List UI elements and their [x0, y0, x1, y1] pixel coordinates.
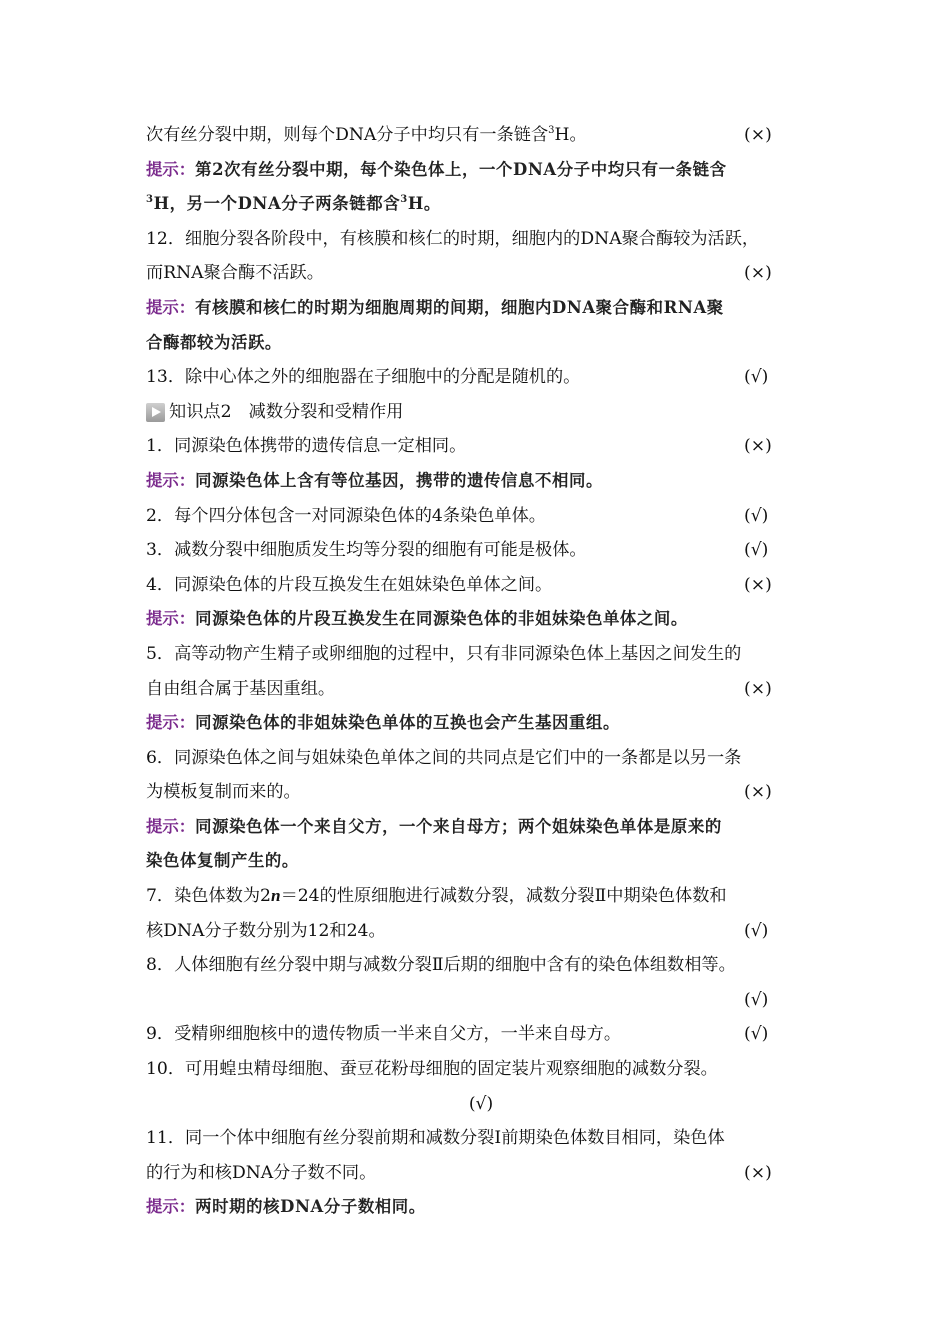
- answer-mark: (√): [744, 540, 769, 561]
- statement-8: [146, 983, 816, 1018]
- statement-3: 3．减数分裂中细胞质发生均等分裂的细胞有可能是极体。 (√): [146, 533, 816, 568]
- hint-label: 提示：: [146, 609, 196, 629]
- hint-line: $^3$H，另一个DNA分子两条链都含$^3$H。: [146, 194, 441, 214]
- document-page: [146, 118, 816, 1225]
- statement-4: 4．同源染色体的片段互换发生在姐妹染色单体之间。 (×): [146, 568, 816, 603]
- answer-mark: (×): [744, 678, 772, 699]
- question-12: 12．细胞分裂各阶段中，有核膜和核仁的时期，细胞内的DNA聚合酶较为活跃，: [146, 228, 760, 249]
- hint-label: 提示：: [146, 713, 196, 733]
- statement-11: 的行为和核DNA分子数不同。 (×): [146, 1156, 816, 1191]
- answer-mark: (√): [744, 367, 769, 388]
- q11-continuation: 次有丝分裂中期，则每个DNA分子中均只有一条链含$^3$H。 (×): [146, 118, 816, 153]
- hint-label: 提示：: [146, 159, 196, 179]
- hint-label: 提示：: [146, 470, 196, 490]
- answer-mark: (×): [744, 125, 772, 145]
- answer-mark: (×): [744, 263, 772, 284]
- statement-1: 1．同源染色体携带的遗传信息一定相同。 (×): [146, 429, 816, 464]
- play-icon: [146, 403, 165, 422]
- hint-label: 提示：: [146, 816, 196, 836]
- hint-line: 提示：有核膜和核仁的时期为细胞周期的间期，细胞内DNA聚合酶和RNA聚: [146, 297, 724, 317]
- statement-10: 10．可用蝗虫精母细胞、蚕豆花粉母细胞的固定装片观察细胞的减数分裂。: [146, 1059, 718, 1080]
- statement-11: 11．同一个体中细胞有丝分裂前期和减数分裂Ⅰ前期染色体数目相同，染色体: [146, 1128, 725, 1149]
- statement-8: 8．人体细胞有丝分裂中期与减数分裂Ⅱ后期的细胞中含有的染色体组数相等。: [146, 955, 736, 976]
- answer-mark: (√): [744, 920, 769, 941]
- statement-5: 5．高等动物产生精子或卵细胞的过程中，只有非同源染色体上基因之间发生的: [146, 643, 742, 664]
- hint-line: 合酶都较为活跃。: [146, 332, 282, 352]
- statement-10: [146, 1087, 816, 1122]
- statement-6: 6．同源染色体之间与姐妹染色单体之间的共同点是它们中的一条都是以另一条: [146, 747, 742, 768]
- hint-line: 提示：两时期的核DNA分子数相同。: [146, 1197, 426, 1217]
- hint-line: 提示：同源染色体上含有等位基因，携带的遗传信息不相同。: [146, 470, 603, 490]
- hint-label: 提示：: [146, 1197, 196, 1217]
- answer-mark: (×): [744, 574, 772, 595]
- answer-mark: (√): [744, 989, 769, 1010]
- hint-line: 提示：同源染色体的片段互换发生在同源染色体的非姐妹染色单体之间。: [146, 609, 688, 629]
- answer-mark: (√): [744, 505, 769, 526]
- section-heading: 知识点2 减数分裂和受精作用: [146, 395, 816, 430]
- statement-6: 为模板复制而来的。 (×): [146, 775, 816, 810]
- statement-7: 核DNA分子数分别为12和24。 (√): [146, 914, 816, 949]
- hint-label: 提示：: [146, 297, 196, 317]
- answer-mark: (×): [744, 436, 772, 457]
- hint-line: 提示：同源染色体的非姐妹染色单体的互换也会产生基因重组。: [146, 713, 620, 733]
- answer-mark: (√): [744, 1024, 769, 1045]
- hint-line: 提示：同源染色体一个来自父方，一个来自母方；两个姐妹染色单体是原来的: [146, 816, 722, 836]
- question-13: 13．除中心体之外的细胞器在子细胞中的分配是随机的。 (√): [146, 360, 816, 395]
- statement-5: 自由组合属于基因重组。 (×): [146, 672, 816, 707]
- statement-2: 2．每个四分体包含一对同源染色体的4条染色单体。 (√): [146, 499, 816, 534]
- answer-mark: (×): [744, 782, 772, 803]
- statement-7: 7．染色体数为2n＝24的性原细胞进行减数分裂，减数分裂Ⅱ中期染色体数和: [146, 886, 727, 907]
- answer-mark: (√): [468, 1093, 494, 1114]
- hint-line: 染色体复制产生的。: [146, 851, 299, 871]
- answer-mark: (×): [744, 1162, 772, 1183]
- question-12: 而RNA聚合酶不活跃。 (×): [146, 256, 816, 291]
- statement-9: 9．受精卵细胞核中的遗传物质一半来自父方，一半来自母方。 (√): [146, 1017, 816, 1052]
- hint-line: 提示：第2次有丝分裂中期，每个染色体上，一个DNA分子中均只有一条链含: [146, 159, 727, 179]
